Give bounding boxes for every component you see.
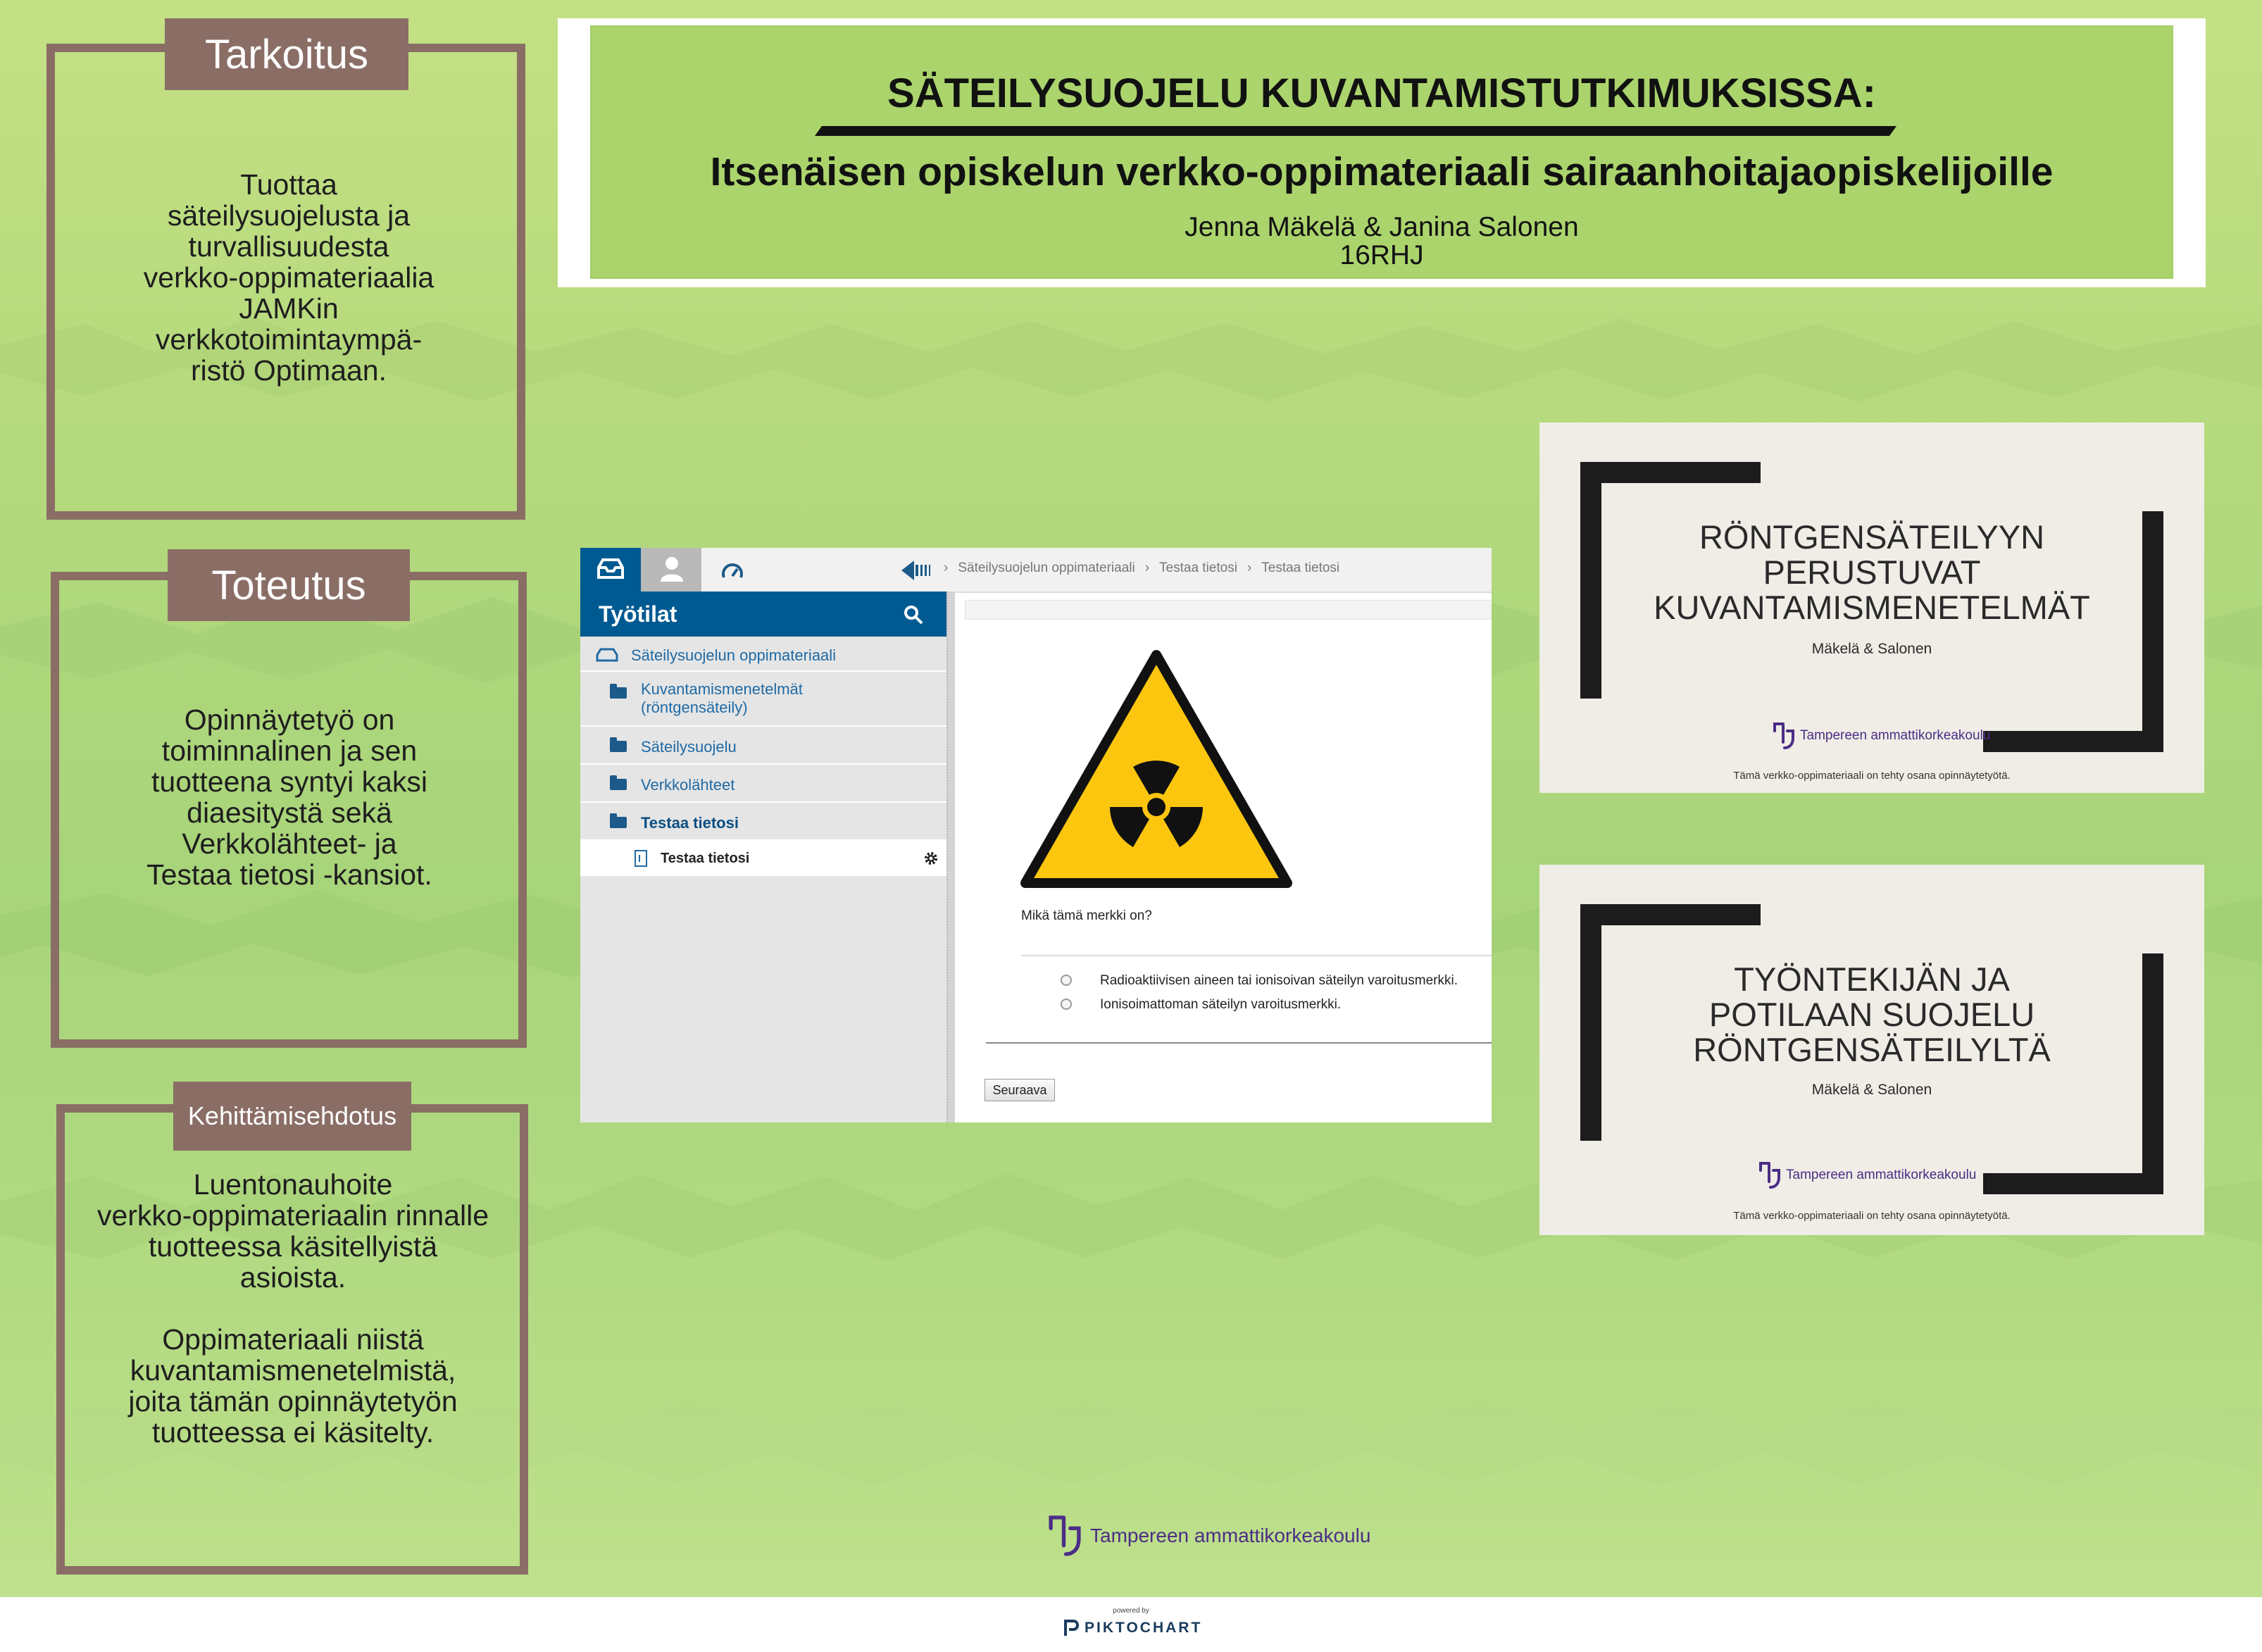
inbox-icon bbox=[596, 648, 618, 662]
title-line: PERUSTUVAT bbox=[1763, 553, 1981, 591]
radiation-warning-icon bbox=[1020, 649, 1293, 889]
inbox-icon bbox=[596, 558, 625, 580]
authors-line: Jenna Mäkelä & Janina Salonen bbox=[1185, 212, 1579, 242]
slide-footer: Tämä verkko-oppimateriaali on tehty osana opinnäytetyötä. bbox=[1733, 770, 2011, 782]
text-line: Oppimateriaali niistä bbox=[162, 1323, 424, 1356]
gear-icon[interactable] bbox=[923, 850, 939, 867]
slide-footer: Tämä verkko-oppimateriaali on tehty osana opinnäytetyötä. bbox=[1733, 1210, 2011, 1222]
text-line: asioista. bbox=[239, 1261, 346, 1294]
sidebar-item-label: Testaa tietosi bbox=[641, 814, 739, 832]
divider bbox=[986, 1042, 1492, 1044]
poster-subtitle: Itsenäisen opiskelun verkko-oppimateriaali sairaanhoitajaopiskelijoille bbox=[710, 149, 2054, 194]
user-icon bbox=[659, 555, 685, 583]
bracket-top bbox=[1580, 904, 1761, 925]
sidebar-item-label: Verkkolähteet bbox=[641, 776, 735, 794]
text-line: Opinnäytetyö on bbox=[184, 703, 395, 736]
text-line: tuotteessa ei käsitelty. bbox=[151, 1416, 435, 1448]
folder-icon bbox=[610, 687, 627, 699]
piktochart-brand[interactable] bbox=[1063, 1618, 1202, 1638]
powered-by-text: powered by bbox=[1113, 1607, 1149, 1615]
poster-header bbox=[558, 18, 2206, 287]
text-line: turvallisuudesta bbox=[188, 230, 389, 263]
title-line: KUVANTAMISMENETELMÄT bbox=[1654, 589, 2090, 626]
next-button[interactable]: Seuraava bbox=[985, 1079, 1055, 1101]
text-line: Testaa tietosi -kansiot. bbox=[146, 858, 432, 891]
slide-logo bbox=[1758, 1160, 1976, 1190]
option-label: Radioaktiivisen aineen tai ionisoivan säteilyn varoitusmerkki. bbox=[1100, 973, 1458, 988]
bracket-bottom bbox=[1983, 1173, 2163, 1194]
text-line: Luentonauhoite bbox=[193, 1168, 393, 1201]
chevron-right-icon: › bbox=[1246, 561, 1252, 575]
tarkoitus-title: Tarkoitus bbox=[165, 18, 408, 90]
gauge-icon bbox=[720, 559, 745, 580]
paragraph-gap bbox=[68, 1293, 518, 1324]
kehittamis-text bbox=[68, 1169, 518, 1448]
bracket-bottom bbox=[1983, 731, 2163, 752]
collapse-arrow-icon[interactable] bbox=[901, 559, 935, 582]
toteutus-text bbox=[75, 704, 504, 890]
option-label: Ionisoimattoman säteilyn varoitusmerkki. bbox=[1100, 997, 1342, 1012]
text-line: tuotteena syntyi kaksi bbox=[151, 765, 427, 798]
platform-screenshot bbox=[580, 548, 1492, 1122]
divider bbox=[1021, 955, 1492, 956]
sidebar-item-label: Säteilysuojelu bbox=[641, 738, 737, 756]
title-line: POTILAAN SUOJELU bbox=[1708, 996, 2035, 1033]
group-line: 16RHJ bbox=[1339, 240, 1424, 270]
brand-text: PIKTOCHART bbox=[1085, 1620, 1203, 1636]
toteutus-title: Toteutus bbox=[168, 549, 410, 621]
tab-workspaces[interactable] bbox=[580, 548, 641, 592]
text-line: Tuottaa bbox=[240, 168, 337, 201]
tab-profile[interactable] bbox=[641, 548, 701, 592]
poster-title: SÄTEILYSUOJELU KUVANTAMISTUTKIMUKSISSA: bbox=[887, 70, 1876, 116]
tamk-logo-icon bbox=[1758, 1160, 1782, 1190]
piktochart-logo-icon bbox=[1063, 1619, 1079, 1637]
answer-option[interactable] bbox=[1061, 996, 1492, 1017]
sidebar-resize-handle[interactable] bbox=[946, 592, 955, 1122]
sidebar-item-label: Testaa tietosi bbox=[661, 851, 750, 866]
content-toolbar bbox=[965, 600, 1492, 620]
breadcrumb bbox=[944, 558, 1339, 579]
chevron-right-icon: › bbox=[944, 561, 949, 575]
sidebar-item-label bbox=[641, 680, 803, 717]
text-line: tuotteessa käsitellyistä bbox=[148, 1230, 438, 1263]
sidebar-item-workspace[interactable] bbox=[580, 637, 946, 672]
sidebar-item-verkkolahteet[interactable] bbox=[580, 765, 946, 803]
document-icon bbox=[634, 849, 648, 868]
title-line: RÖNTGENSÄTEILYLTÄ bbox=[1693, 1031, 2051, 1068]
title-line: RÖNTGENSÄTEILYYN bbox=[1699, 518, 2045, 556]
logo-text: Tampereen ammattikorkeakoulu bbox=[1786, 1168, 1977, 1182]
slide-title bbox=[1539, 962, 2204, 1068]
radio-button[interactable] bbox=[1061, 999, 1072, 1010]
sidebar-item-file[interactable] bbox=[580, 841, 946, 876]
tamk-logo-icon bbox=[1772, 721, 1796, 751]
slide-authors: Mäkelä & Salonen bbox=[1811, 1082, 1932, 1098]
text-line: ristö Optimaan. bbox=[191, 354, 387, 387]
logo-text: Tampereen ammattikorkeakoulu bbox=[1090, 1525, 1371, 1546]
text-line: säteilysuojelusta ja bbox=[167, 199, 411, 232]
folder-open-icon bbox=[610, 817, 627, 828]
sidebar-item-label: Säteilysuojelun oppimateriaali bbox=[631, 646, 837, 664]
title-line: TYÖNTEKIJÄN JA bbox=[1734, 960, 2010, 998]
chevron-right-icon: › bbox=[1144, 561, 1150, 575]
folder-icon bbox=[610, 741, 627, 752]
text-line: joita tämän opinnäytetyön bbox=[128, 1385, 458, 1418]
slide-thumbnail bbox=[1539, 423, 2204, 793]
answer-option[interactable] bbox=[1061, 972, 1492, 993]
breadcrumb-item[interactable]: Testaa tietosi bbox=[1261, 561, 1340, 575]
tab-dashboard[interactable] bbox=[701, 548, 762, 592]
header-panel bbox=[590, 25, 2173, 279]
piktochart-footer bbox=[0, 1597, 2262, 1652]
text-line: diaesitystä sekä bbox=[187, 796, 392, 829]
label-line: (röntgensäteily) bbox=[641, 699, 748, 716]
text-line: kuvantamismenetelmistä, bbox=[130, 1354, 456, 1387]
search-icon[interactable] bbox=[903, 604, 924, 625]
logo-text: Tampereen ammattikorkeakoulu bbox=[1800, 728, 1991, 743]
text-line: verkko-oppimateriaalia bbox=[143, 261, 435, 294]
text-line: verkkotoimintaympä- bbox=[155, 323, 423, 356]
sidebar-item-kuvantaminen[interactable] bbox=[580, 672, 946, 727]
poster-authors bbox=[592, 213, 2171, 270]
sidebar-header bbox=[580, 592, 946, 637]
text-line: toiminnalinen ja sen bbox=[161, 734, 418, 767]
bracket-top bbox=[1580, 462, 1761, 483]
sidebar-item-sateilysuojelu[interactable] bbox=[580, 727, 946, 765]
text-line: verkko-oppimateriaalin rinnalle bbox=[96, 1199, 489, 1232]
slide-authors: Mäkelä & Salonen bbox=[1811, 641, 1932, 657]
breadcrumb-item[interactable]: Testaa tietosi bbox=[1159, 561, 1237, 575]
text-line: JAMKin bbox=[239, 292, 339, 325]
slide-thumbnail bbox=[1539, 865, 2204, 1235]
slide-title bbox=[1539, 520, 2204, 625]
label-line: Kuvantamismenetelmät bbox=[641, 680, 803, 698]
kehittamis-title: Kehittämisehdotus bbox=[173, 1082, 411, 1151]
slide-logo bbox=[1772, 721, 1990, 751]
tamk-logo bbox=[1046, 1511, 1370, 1560]
question-text: Mikä tämä merkki on? bbox=[1021, 908, 1152, 923]
breadcrumb-item[interactable]: Säteilysuojelun oppimateriaali bbox=[958, 561, 1135, 575]
folder-icon bbox=[610, 779, 627, 790]
title-underline bbox=[815, 126, 1897, 136]
tarkoitus-text bbox=[70, 169, 507, 386]
sidebar-item-testaa[interactable] bbox=[580, 803, 946, 841]
sidebar-title: Työtilat bbox=[599, 601, 677, 627]
text-line: Verkkolähteet- ja bbox=[182, 827, 397, 860]
radio-button[interactable] bbox=[1061, 975, 1072, 986]
tamk-logo-icon bbox=[1046, 1512, 1083, 1560]
